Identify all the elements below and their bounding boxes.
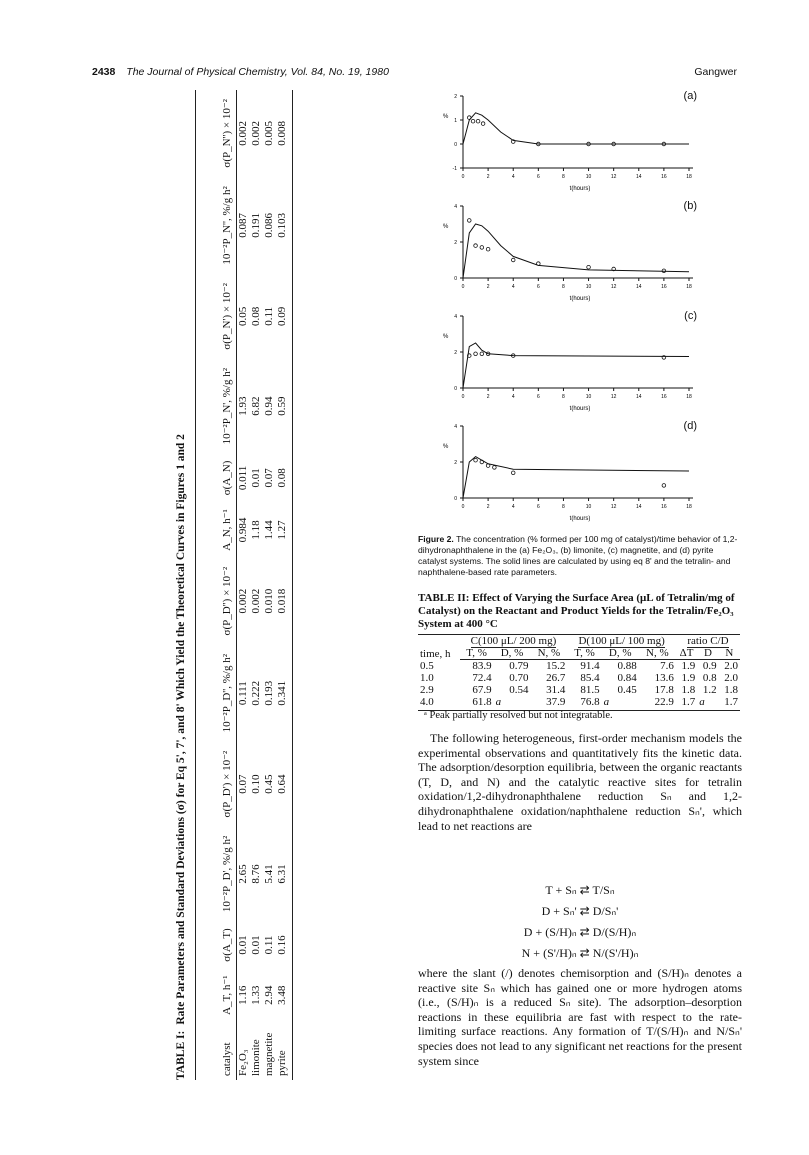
table-cell: 0.11 xyxy=(263,306,275,326)
x-tick-label: 10 xyxy=(585,504,592,510)
figure-2 xyxy=(437,88,717,528)
table-cell: 6.82 xyxy=(250,396,262,416)
table-cell: 0.54 xyxy=(509,684,529,696)
x-tick-label: 8 xyxy=(562,284,565,290)
figure-panel-a xyxy=(437,88,717,196)
table-cell: a xyxy=(697,696,718,711)
x-tick-label: 12 xyxy=(610,394,617,400)
table-cell: 1.16 xyxy=(237,985,249,1005)
table-1 xyxy=(175,90,415,1080)
data-point xyxy=(481,122,485,126)
y-axis-label: % xyxy=(443,444,449,450)
group-d-header xyxy=(567,635,676,648)
table-2-col-header: N, % xyxy=(639,647,676,660)
panel-a-plot xyxy=(437,88,717,196)
data-point xyxy=(587,265,591,269)
table-cell: 2.94 xyxy=(263,985,275,1005)
table-1-grid xyxy=(195,90,293,1080)
x-tick-label: 6 xyxy=(536,504,540,510)
table-cell: 0.59 xyxy=(276,358,293,453)
table-cell: 0.94 xyxy=(263,396,275,416)
table-cell: 0.08 xyxy=(250,306,262,326)
table-cell: 91.4 xyxy=(580,660,600,672)
journal-citation: The Journal of Physical Chemistry, Vol. 84, No. 19, 1980 xyxy=(126,66,389,78)
table-cell: 1.18 xyxy=(250,520,262,540)
paragraph-text: The following heterogeneous, first-order mechanism models the experimental observations and quantitatively fits the kinetic data. The adsorption/desorption equilibria, between the organic reactants (T, D, and N) and the catalytic reactive sites for tetralin oxidation/1,2-dihydronaphthalene reduction Sₙ and 1,2-dihydronaphthalene oxidation/naphthalene reduction Sₙ', which lead to net reactions are xyxy=(418,731,742,833)
table-cell: 0.64 xyxy=(276,742,293,826)
table-2-col-header: T, % xyxy=(567,647,601,660)
model-curve xyxy=(463,343,689,388)
table-cell: 0.002 xyxy=(250,120,262,146)
table-row xyxy=(418,672,740,684)
table-row xyxy=(276,90,293,1080)
table-cell: 0.222 xyxy=(250,680,262,706)
table-2-group-header xyxy=(418,635,740,648)
x-tick-label: 10 xyxy=(585,174,592,180)
y-axis-label: % xyxy=(443,334,449,340)
data-point xyxy=(480,352,484,356)
table-1-col-header: A_T, h⁻¹ xyxy=(196,968,237,1022)
panel-b-tag: (b) xyxy=(683,200,697,212)
panel-c-tag: (c) xyxy=(684,310,697,322)
table-2-col-header: ΔT xyxy=(676,647,697,660)
equation-4: N + (S'/H)ₙ ⇄ N/(S'/H)ₙ xyxy=(521,946,639,960)
table-cell: 1.9 xyxy=(681,672,696,684)
table-cell: limonite xyxy=(250,1039,262,1076)
table-cell: 1.8 xyxy=(681,684,696,696)
running-header xyxy=(92,66,737,82)
table-cell: 0.103 xyxy=(276,177,293,275)
table-cell: 76.8 xyxy=(567,696,601,711)
table-1-col-header: 10⁻²P_N'', %/g h² xyxy=(196,177,237,275)
x-tick-label: 10 xyxy=(585,284,592,290)
table-cell: 1.8 xyxy=(724,684,738,696)
time-header: time, h xyxy=(418,635,460,660)
table-cell: 4.0 xyxy=(418,696,460,711)
group-ratio-header xyxy=(676,635,740,648)
table-cell: 0.11 xyxy=(263,935,275,955)
table-cell: 85.4 xyxy=(580,672,600,684)
table-1-caption: Rate Parameters and Standard Deviations (σ) for Eq 5', 7', and 8' Which Yield the Theoretical Curves in Figures 1 and 2 xyxy=(175,434,187,1025)
data-point xyxy=(480,246,484,250)
table-cell: 0.8 xyxy=(702,672,717,684)
x-tick-label: 2 xyxy=(486,504,490,510)
table-2-col-header: D, % xyxy=(602,647,639,660)
y-axis-label: % xyxy=(443,114,449,120)
table-cell: 0.005 xyxy=(263,120,275,146)
x-tick-label: 6 xyxy=(536,284,540,290)
table-2-footnote: ᵃ Peak partially resolved but not integratable. xyxy=(424,710,613,721)
table-cell: 2.0 xyxy=(724,672,738,684)
page-number: 2438 xyxy=(92,66,116,78)
table-cell: 0.111 xyxy=(237,681,249,706)
table-cell: 1.7 xyxy=(676,696,697,711)
table-cell: 0.5 xyxy=(420,659,434,672)
x-tick-label: 8 xyxy=(562,394,565,400)
table-cell: magnetite xyxy=(263,1032,275,1076)
table-cell: 1.2 xyxy=(702,684,717,696)
y-tick-label: 2 xyxy=(454,460,457,466)
table-cell: pyrite xyxy=(276,1022,293,1080)
table-cell: Fe₂O₃ xyxy=(237,1049,249,1076)
table-cell: 17.8 xyxy=(654,684,674,696)
panel-a-tag: (a) xyxy=(683,90,697,102)
x-tick-label: 14 xyxy=(635,284,642,290)
body-paragraph-2: where the slant (/) denotes chemisorption and (S/H)ₙ denotes a reactive site Sₙ which has gained one or more hydrogen atoms (i.e., (S/H)ₙ is a reduced Sₙ site). The adsorption–desorption reactions in these equilibria are fast with respect to the rate-limiting surface reactions. Any formation of T/(S/H)ₙ and N/Sₙ' species does not lead to any significant net reactions for the present system since xyxy=(418,966,742,1068)
x-tick-label: 0 xyxy=(461,284,465,290)
y-tick-label: 0 xyxy=(454,386,457,392)
x-tick-label: 12 xyxy=(610,284,617,290)
x-tick-label: 14 xyxy=(635,174,642,180)
table-cell: 0.984 xyxy=(237,517,249,543)
data-point xyxy=(537,262,541,266)
y-tick-label: 2 xyxy=(454,240,457,246)
table-cell: 8.76 xyxy=(250,864,262,884)
table-cell: 0.84 xyxy=(617,672,637,684)
model-curve xyxy=(463,457,689,498)
x-tick-label: 4 xyxy=(511,394,515,400)
table-cell: a xyxy=(602,696,639,711)
table-cell: 67.9 xyxy=(472,684,492,696)
x-tick-label: 0 xyxy=(461,174,465,180)
table-cell: 1.9 xyxy=(681,660,696,672)
table-cell: 1.93 xyxy=(237,396,249,416)
table-cell: 2.65 xyxy=(237,864,249,884)
x-axis-label: t(hours) xyxy=(569,406,591,412)
table-cell: 15.2 xyxy=(546,660,566,672)
table-cell: 0.16 xyxy=(276,922,293,969)
x-tick-label: 2 xyxy=(486,284,490,290)
table-cell: 0.10 xyxy=(250,774,262,794)
table-1-col-header: σ(P_N'') × 10⁻² xyxy=(196,90,237,177)
x-tick-label: 6 xyxy=(536,174,540,180)
table-cell: 1.33 xyxy=(250,985,262,1005)
data-point xyxy=(486,247,490,251)
figure-panel-c xyxy=(437,308,717,416)
figure-panel-d xyxy=(437,418,717,526)
data-point xyxy=(474,244,478,248)
table-cell: 5.41 xyxy=(263,864,275,884)
data-point xyxy=(511,258,515,262)
x-tick-label: 18 xyxy=(686,174,692,180)
data-point xyxy=(511,471,515,475)
figure-panel-b xyxy=(437,198,717,306)
table-1-col-header: A_N, h⁻¹ xyxy=(196,502,237,558)
table-1-col-header: 10⁻²P_D', %/g h² xyxy=(196,826,237,921)
data-point xyxy=(493,466,497,470)
table-cell: 31.4 xyxy=(546,684,566,696)
table-2-col-header: D, % xyxy=(494,647,531,660)
table-cell: 2.0 xyxy=(724,660,738,672)
x-tick-label: 2 xyxy=(486,394,490,400)
table-1-header-row xyxy=(196,90,237,1080)
panel-d-tag: (d) xyxy=(683,420,697,432)
y-axis-label: % xyxy=(443,224,449,230)
table-cell: 13.6 xyxy=(654,672,674,684)
table-1-col-header: σ(P_D'') × 10⁻² xyxy=(196,558,237,645)
x-axis-label: t(hours) xyxy=(569,186,591,192)
table-cell: 0.08 xyxy=(276,454,293,502)
model-curve xyxy=(463,113,689,144)
x-tick-label: 0 xyxy=(461,504,465,510)
x-tick-label: 4 xyxy=(511,284,515,290)
table-cell: 3.48 xyxy=(276,968,293,1022)
data-point xyxy=(471,119,475,123)
table-2-col-header: N xyxy=(719,647,740,660)
table-cell: 1.7 xyxy=(719,696,740,711)
y-tick-label: 4 xyxy=(454,424,457,430)
table-2-col-header: T, % xyxy=(460,647,494,660)
data-point xyxy=(486,464,490,468)
y-tick-label: 0 xyxy=(454,142,457,148)
table-1-col-header: σ(A_N) xyxy=(196,454,237,502)
x-tick-label: 12 xyxy=(610,174,617,180)
table-1-title xyxy=(175,90,193,1080)
table-cell: 0.002 xyxy=(250,588,262,614)
table-1-col-header: σ(P_N') × 10⁻² xyxy=(196,274,237,358)
figure-2-caption xyxy=(418,534,742,578)
table-2-title: TABLE II: Effect of Varying the Surface Area (μL of Tetralin/mg of Catalyst) on the Reactant and Product Yields for the Tetralin/Fe₂O₃ System at 400 °C xyxy=(418,592,735,630)
table-cell: 0.010 xyxy=(263,588,275,614)
table-2-sub-header xyxy=(418,647,740,660)
table-1-col-header: σ(P_D') × 10⁻² xyxy=(196,742,237,826)
x-tick-label: 4 xyxy=(511,174,515,180)
table-row xyxy=(250,90,263,1080)
table-cell: 0.086 xyxy=(263,213,275,238)
table-cell: 0.45 xyxy=(617,684,637,696)
data-point xyxy=(476,119,480,123)
table-cell: 0.01 xyxy=(237,935,249,955)
y-tick-label: 2 xyxy=(454,94,457,100)
group-ratio-label: ratio C/D xyxy=(687,635,729,647)
table-cell: 1.44 xyxy=(263,520,275,540)
table-cell: 2.9 xyxy=(420,684,434,696)
table-1-col-header: 10⁻²P_D'', %/g h² xyxy=(196,644,237,742)
table-cell: 6.31 xyxy=(276,826,293,921)
table-cell: 0.01 xyxy=(250,468,262,488)
x-tick-label: 14 xyxy=(635,394,642,400)
table-row xyxy=(237,90,251,1080)
panel-b-plot xyxy=(437,198,717,306)
x-tick-label: 12 xyxy=(610,504,617,510)
x-tick-label: 6 xyxy=(536,394,540,400)
y-tick-label: 4 xyxy=(454,314,457,320)
table-cell: 7.6 xyxy=(660,660,674,672)
x-tick-label: 16 xyxy=(661,284,667,290)
model-curve xyxy=(463,224,689,278)
table-cell: 0.09 xyxy=(276,274,293,358)
table-cell: 0.002 xyxy=(237,120,249,146)
table-cell: 0.008 xyxy=(276,90,293,177)
table-cell: 0.193 xyxy=(263,680,275,706)
group-d-label: D(100 μL/ 100 mg) xyxy=(578,635,665,647)
table-cell: 0.01 xyxy=(250,935,262,955)
table-cell: 72.4 xyxy=(472,672,492,684)
table-row xyxy=(418,660,740,673)
group-c-label: C(100 μL/ 200 mg) xyxy=(470,635,557,647)
data-point xyxy=(662,484,666,488)
table-cell: 0.05 xyxy=(237,306,249,326)
x-tick-label: 0 xyxy=(461,394,465,400)
table-row xyxy=(263,90,276,1080)
x-axis-label: t(hours) xyxy=(569,296,591,302)
equation-3: D + (S/H)ₙ ⇄ D/(S/H)ₙ xyxy=(523,925,637,939)
table-2-col-header: D xyxy=(697,647,718,660)
table-1-body xyxy=(237,90,293,1080)
table-cell: 0.45 xyxy=(263,774,275,794)
x-tick-label: 18 xyxy=(686,284,692,290)
figure-2-caption-text: The concentration (% formed per 100 mg of catalyst)/time behavior of 1,2-dihydronaphthalene in the (a) Fe₂O₃, (b) limonite, (c) magnetite, and (d) pyrite catalyst systems. The solid lines are calculated by using eq 8' and the tetralin- and naphthalene-based rate parameters. xyxy=(418,534,738,577)
table-cell: 0.087 xyxy=(237,213,249,238)
table-2-col-header: N, % xyxy=(530,647,567,660)
panel-d-plot xyxy=(437,418,717,526)
x-tick-label: 8 xyxy=(562,174,565,180)
x-tick-label: 16 xyxy=(661,504,667,510)
table-cell: 1.0 xyxy=(420,672,434,684)
table-cell: 0.88 xyxy=(617,660,637,672)
group-c-header xyxy=(460,635,568,648)
table-cell: 0.191 xyxy=(250,213,262,238)
equation-block xyxy=(418,880,742,964)
table-cell: 81.5 xyxy=(580,684,600,696)
x-tick-label: 10 xyxy=(585,394,592,400)
table-2-grid xyxy=(418,634,740,711)
data-point xyxy=(467,116,471,120)
y-tick-label: 1 xyxy=(454,118,457,124)
figure-2-label: Figure 2. xyxy=(418,534,454,544)
equation-1: T + Sₙ ⇄ T/Sₙ xyxy=(545,883,615,897)
table-cell: 26.7 xyxy=(546,672,566,684)
panel-c-plot xyxy=(437,308,717,416)
table-row xyxy=(418,696,740,711)
table-cell: 0.79 xyxy=(509,660,529,672)
y-tick-label: 2 xyxy=(454,350,457,356)
y-tick-label: -1 xyxy=(452,166,457,172)
table-cell: 0.011 xyxy=(237,465,249,491)
table-cell: 37.9 xyxy=(530,696,567,711)
table-cell: 0.002 xyxy=(237,588,249,614)
table-1-col-header: catalyst xyxy=(196,1022,237,1080)
data-point xyxy=(474,458,478,462)
x-tick-label: 2 xyxy=(486,174,490,180)
running-author: Gangwer xyxy=(694,66,737,78)
x-tick-label: 18 xyxy=(686,504,692,510)
table-cell: 1.27 xyxy=(276,502,293,558)
table-cell: 0.70 xyxy=(509,672,529,684)
table-cell: 0.018 xyxy=(276,558,293,645)
table-1-col-header: 10⁻²P_N', %/g h² xyxy=(196,358,237,453)
table-cell: 61.8 xyxy=(460,696,494,711)
x-tick-label: 8 xyxy=(562,504,565,510)
table-row xyxy=(418,684,740,696)
table-cell: 83.9 xyxy=(472,660,492,672)
table-cell: 0.341 xyxy=(276,644,293,742)
y-tick-label: 0 xyxy=(454,276,457,282)
table-1-col-header: σ(A_T) xyxy=(196,922,237,969)
x-tick-label: 16 xyxy=(661,174,667,180)
table-1-label: TABLE I: xyxy=(175,1030,187,1080)
equation-2: D + Sₙ' ⇄ D/Sₙ' xyxy=(541,904,619,918)
body-paragraph-1 xyxy=(418,731,742,833)
x-tick-label: 4 xyxy=(511,504,515,510)
y-tick-label: 0 xyxy=(454,496,457,502)
x-tick-label: 14 xyxy=(635,504,642,510)
data-point xyxy=(467,219,471,223)
table-cell: 0.07 xyxy=(237,774,249,794)
table-cell: 22.9 xyxy=(639,696,676,711)
data-point xyxy=(474,352,478,356)
y-tick-label: 4 xyxy=(454,204,457,210)
table-cell: 0.9 xyxy=(702,660,717,672)
x-tick-label: 16 xyxy=(661,394,667,400)
table-cell: a xyxy=(494,696,531,711)
x-tick-label: 18 xyxy=(686,394,692,400)
table-cell: 0.07 xyxy=(263,468,275,488)
table-2-body xyxy=(418,660,740,711)
x-axis-label: t(hours) xyxy=(569,516,591,522)
